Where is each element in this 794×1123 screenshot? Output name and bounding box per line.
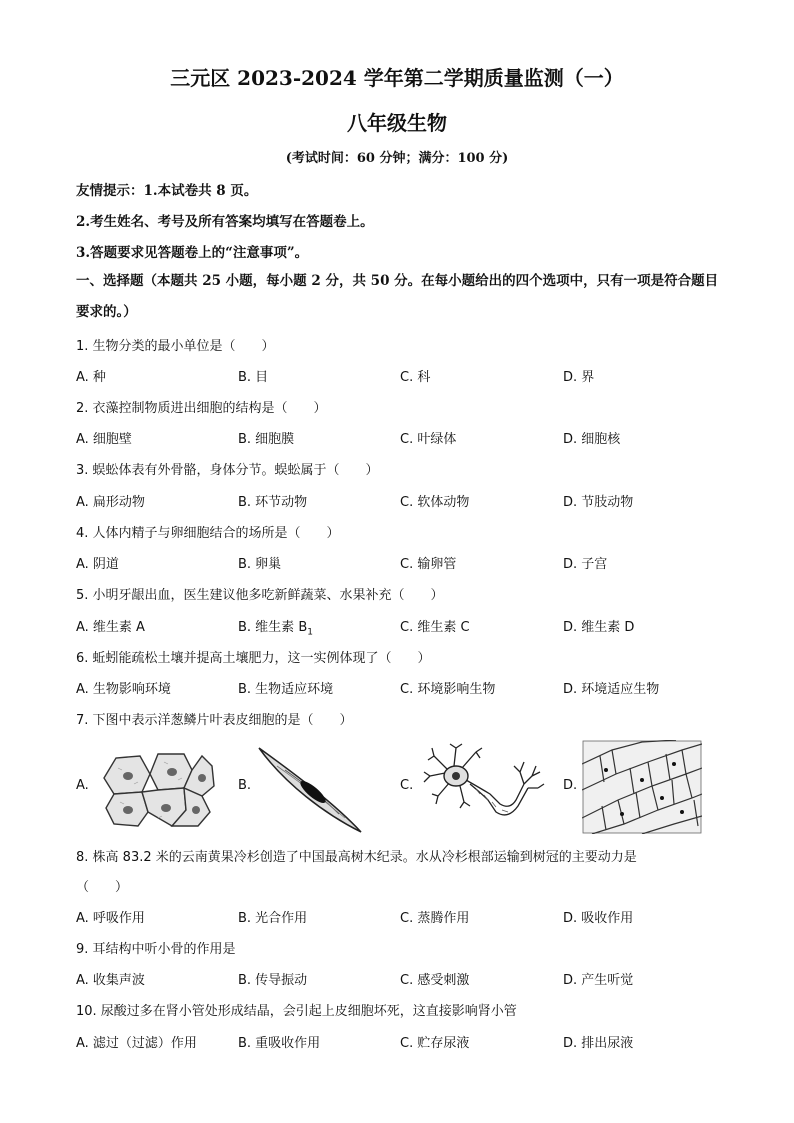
option-a: A. 阴道 [76, 557, 119, 572]
tip-line-3: 3.答题要求见答题卷上的“注意事项”。 [76, 245, 309, 261]
option-c: C. 输卵管 [400, 557, 457, 572]
question-stem: 7. 下图中表示洋葱鳞片叶表皮细胞的是（ ） [76, 713, 353, 728]
figure-label-d: D. [563, 778, 578, 793]
option-a: A. 种 [76, 370, 106, 385]
question-stem: 10. 尿酸过多在肾小管处形成结晶，会引起上皮细胞坏死，这直接影响肾小管 [76, 1004, 517, 1019]
option-c: C. 叶绿体 [400, 432, 457, 447]
figure-label-c: C. [400, 778, 414, 793]
option-d: D. 子宫 [563, 557, 608, 572]
neuron-icon [420, 742, 552, 832]
figure-label-a: A. [76, 778, 89, 793]
option-b [238, 616, 313, 638]
option-d: D. 产生听觉 [563, 973, 634, 988]
question-stem: 9. 耳结构中听小骨的作用是 [76, 942, 236, 957]
option-b: B. 环节动物 [238, 495, 308, 510]
option-d: D. 吸收作用 [563, 911, 634, 926]
smooth-muscle-cell-icon [255, 744, 365, 836]
option-b: B. 光合作用 [238, 911, 308, 926]
option-c: C. 软体动物 [400, 495, 470, 510]
option-c: C. 维生素 C [400, 620, 470, 635]
option-d: D. 维生素 D [563, 620, 635, 635]
question-stem: 5. 小明牙龈出血，医生建议他多吃新鲜蔬菜、水果补充（ ） [76, 588, 444, 603]
option-d: D. 节肢动物 [563, 495, 634, 510]
exam-title: 三元区 2023-2024 学年第二学期质量监测（一） [170, 66, 624, 90]
onion-epidermis-cells-icon [582, 740, 702, 834]
option-d: D. 环境适应生物 [563, 682, 660, 697]
option-b: B. 卵巢 [238, 557, 282, 572]
option-c: C. 感受刺激 [400, 973, 470, 988]
option-d: D. 细胞核 [563, 432, 621, 447]
question-stem-continued: （ ） [76, 880, 129, 895]
option-b: B. 传导振动 [238, 973, 308, 988]
question-stem: 3. 蜈蚣体表有外骨骼，身体分节。蜈蚣属于（ ） [76, 463, 379, 478]
option-c: C. 环境影响生物 [400, 682, 496, 697]
option-c: C. 贮存尿液 [400, 1036, 470, 1051]
option-a: A. 呼吸作用 [76, 911, 145, 926]
question-stem: 2. 衣藻控制物质进出细胞的结构是（ ） [76, 401, 327, 416]
option-d: D. 排出尿液 [563, 1036, 634, 1051]
option-a: A. 维生素 A [76, 620, 145, 635]
question-stem: 4. 人体内精子与卵细胞结合的场所是（ ） [76, 526, 340, 541]
tip-line-2: 2.考生姓名、考号及所有答案均填写在答题卷上。 [76, 214, 374, 230]
question-stem: 8. 株高 83.2 米的云南黄果冷杉创造了中国最高树木纪录。水从冷杉根部运输到树冠的主要动力是 [76, 850, 637, 865]
option-b: B. 重吸收作用 [238, 1036, 321, 1051]
option-b-text: B. 维生素 B [238, 620, 308, 635]
question-stem: 6. 蚯蚓能疏松土壤并提高土壤肥力，这一实例体现了（ ） [76, 651, 431, 666]
option-a: A. 细胞壁 [76, 432, 132, 447]
option-c: C. 蒸腾作用 [400, 911, 470, 926]
figure-label-b: B. [238, 778, 252, 793]
epithelial-cells-icon [98, 748, 218, 830]
subscript: 1 [307, 627, 313, 638]
question-stem: 1. 生物分类的最小单位是（ ） [76, 339, 275, 354]
exam-subtitle: 八年级生物 [347, 111, 447, 135]
section-heading: 一、选择题（本题共 25 小题，每小题 2 分，共 50 分。在每小题给出的四个选项中，只有一项是符合题目要求的。） [76, 273, 719, 320]
option-a: A. 收集声波 [76, 973, 145, 988]
option-a: A. 扁形动物 [76, 495, 145, 510]
tip-line-1: 友情提示：1.本试卷共 8 页。 [76, 183, 258, 199]
option-b: B. 细胞膜 [238, 432, 295, 447]
option-a: A. 滤过（过滤）作用 [76, 1036, 197, 1051]
option-b: B. 生物适应环境 [238, 682, 334, 697]
option-a: A. 生物影响环境 [76, 682, 171, 697]
option-d: D. 界 [563, 370, 595, 385]
option-c: C. 科 [400, 370, 431, 385]
exam-info: (考试时间：60 分钟；满分：100 分) [285, 151, 509, 166]
option-b: B. 目 [238, 370, 269, 385]
